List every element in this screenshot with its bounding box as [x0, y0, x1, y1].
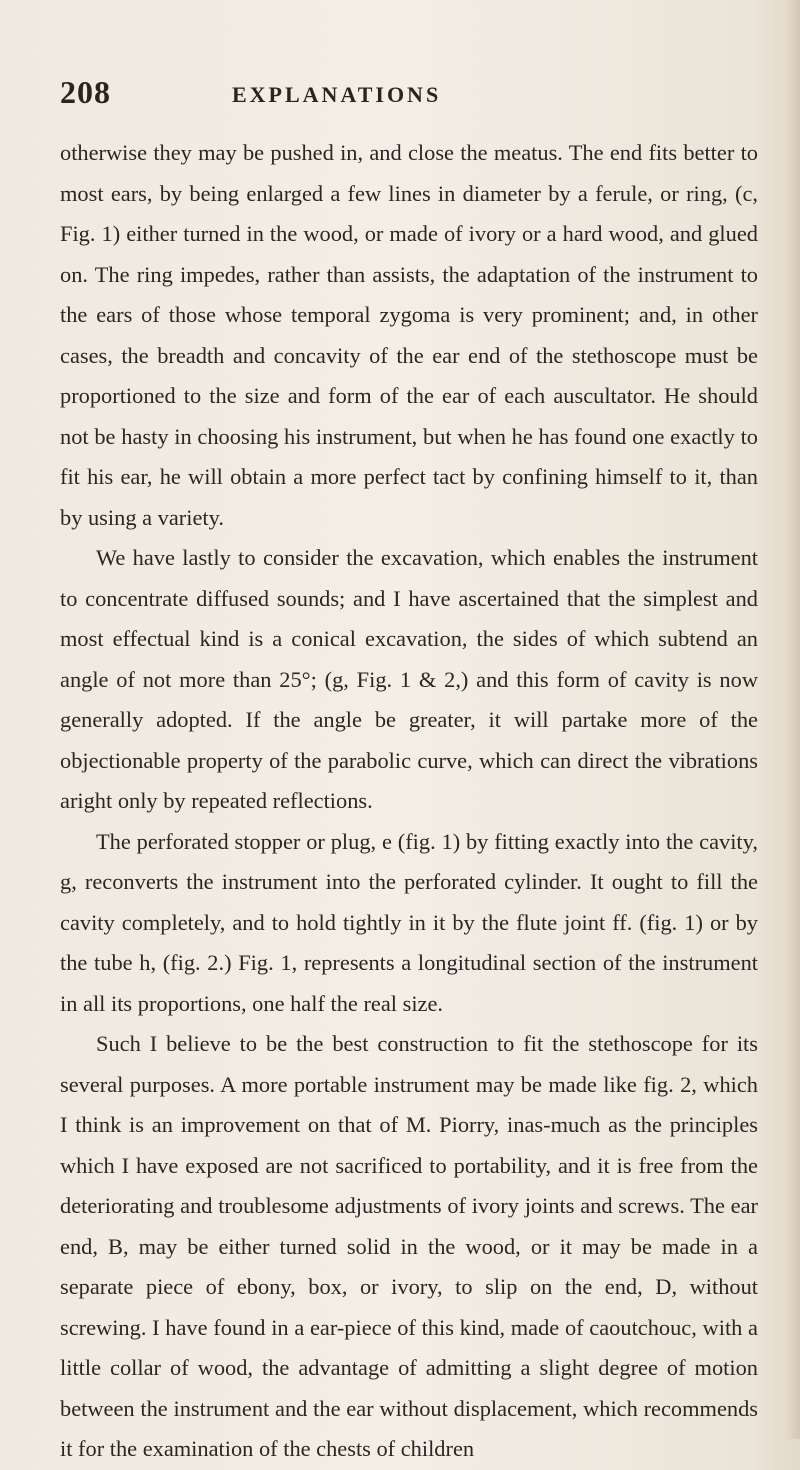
page-edge-shadow [786, 0, 800, 1439]
body-text [60, 133, 758, 1470]
page-number: 208 [60, 74, 111, 110]
paragraph-1: otherwise they may be pushed in, and close the meatus. The end fits better to most ears, by being enlarged a few lines in diameter by a ferule, or ring, (c, Fig. 1) either turned in the wood, or made of ivory or a hard wood, and glued on. The ring impedes, rather than assists, the adaptation of the instrument to the ears of those whose temporal zygoma is very prominent; and, in other cases, the breadth and concavity of the ear end of the stethoscope must be proportioned to the size and form of the ear of each auscultator. He should not be hasty in choosing his instrument, but when he has found one exactly to fit his ear, he will obtain a more perfect tact by confining himself to it, than by using a variety. [60, 140, 758, 530]
paragraph-3: The perforated stopper or plug, e (fig. 1) by fitting exactly into the cavity, g, reconverts the instrument into the perforated cylinder. It ought to fill the cavity completely, and to hold tightly in it by the flute joint ff. (fig. 1) or by the tube h, (fig. 2.) Fig. 1, represents a longitudinal section of the instrument in all its proportions, one half the real size. [60, 828, 758, 1016]
paragraph-4: Such I believe to be the best construction to fit the stethoscope for its several purposes. A more portable instrument may be made like fig. 2, which I think is an improvement on that of M. Piorry, inas-much as the principles which I have exposed are not sacrificed to portability, and it is free from the deteriorating and troublesome adjustments of ivory joints and screws. The ear end, B, may be either turned solid in the wood, or it may be made in a separate piece of ebony, box, or ivory, to slip on the end, D, without screwing. I have found in a ear-piece of this kind, made of caoutchouc, with a little collar of wood, the advantage of admitting a slight degree of motion between the instrument and the ear without displacement, which recommends it for the examination of the chests of children [60, 1031, 758, 1461]
running-head: EXPLANATIONS [232, 82, 442, 107]
page-header [60, 72, 760, 112]
paragraph-2: We have lastly to consider the excavation, which enables the instrument to concentrate diffused sounds; and I have ascertained that the simplest and most effectual kind is a conical excavation, the sides of which subtend an angle of not more than 25°; (g, Fig. 1 & 2,) and this form of cavity is now generally adopted. If the angle be greater, it will partake more of the objectionable property of the parabolic curve, which can direct the vibrations aright only by repeated reflections. [60, 545, 758, 813]
